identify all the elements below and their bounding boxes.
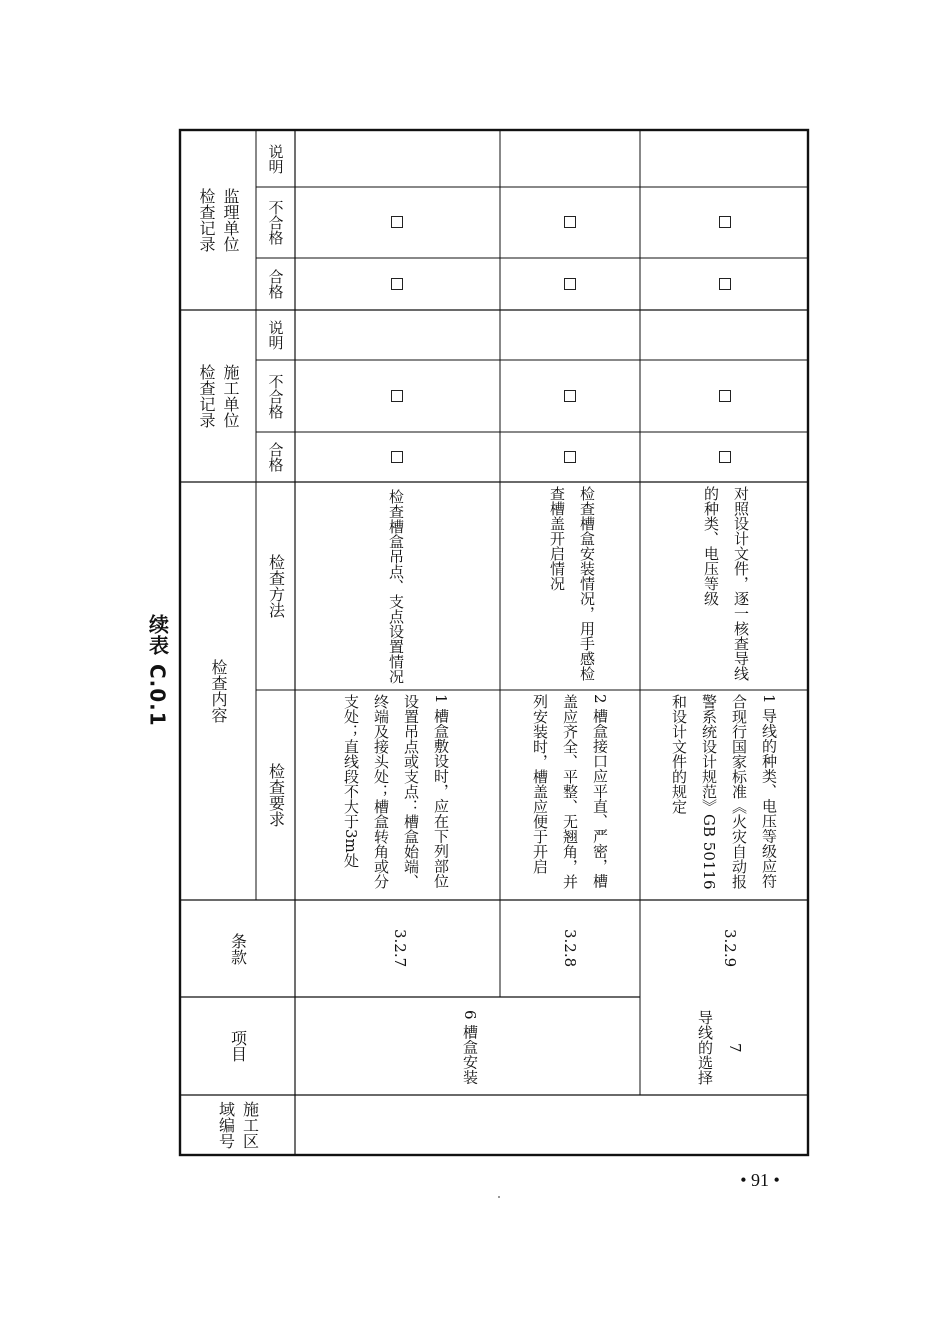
method-329: 对照设计文件，逐一核查导线的种类、电压等级 bbox=[702, 486, 750, 681]
group-label: 6 槽盒安装 bbox=[461, 1010, 479, 1085]
checkbox-r2-supervision-fail[interactable] bbox=[564, 216, 576, 228]
requirement-328: 2 槽盒接口应平直、严密，槽盖应齐全、平整、无翘角，并列安装时，槽盖应便于开启 bbox=[531, 694, 609, 889]
requirement-327: 1 槽盒敷设时，应在下列部位设置吊点或支点：槽盒始端、终端及接头处；槽盒转角或分支处；直线段不大于3m处 bbox=[342, 694, 450, 889]
checkbox-r3-supervision-pass[interactable] bbox=[719, 278, 731, 290]
checkbox-r1-supervision-pass[interactable] bbox=[391, 278, 403, 290]
page-number: • 91 • bbox=[740, 1170, 780, 1190]
header-method: 检查方法 bbox=[266, 554, 286, 618]
table-title: 续表 C.0.1 bbox=[145, 613, 170, 727]
requirement-329: 1 导线的种类、电压等级应符合现行国家标准《火灾自动报警系统设计规范》GB 50116 和设计文件的规定 bbox=[670, 694, 778, 890]
header-fail-construction: 不合格 bbox=[266, 373, 285, 419]
header-requirement: 检查要求 bbox=[266, 763, 286, 827]
header-pass-supervision: 合格 bbox=[266, 269, 285, 299]
header-note-supervision: 说明 bbox=[266, 143, 285, 174]
header-supervision: 监理单位 检查记录 bbox=[197, 188, 240, 252]
header-fail-supervision: 不合格 bbox=[266, 200, 285, 245]
scan-dot bbox=[498, 1196, 500, 1198]
checkbox-r2-construction-fail[interactable] bbox=[564, 390, 576, 402]
header-item: 项目 bbox=[228, 1030, 248, 1062]
header-note-construction: 说明 bbox=[266, 320, 285, 350]
item-7: 7 导线的选择 bbox=[696, 1010, 744, 1085]
clause-329: 3.2.9 bbox=[721, 929, 739, 968]
clause-328: 3.2.8 bbox=[561, 929, 579, 968]
method-327: 检查槽盒吊点、支点设置情况 bbox=[387, 488, 405, 684]
checkbox-r2-construction-pass[interactable] bbox=[564, 451, 576, 463]
checkbox-r3-construction-pass[interactable] bbox=[719, 451, 731, 463]
checkbox-r3-construction-fail[interactable] bbox=[719, 390, 731, 402]
checkbox-r1-construction-pass[interactable] bbox=[391, 451, 403, 463]
header-area: 施工区域编号 bbox=[216, 1101, 260, 1149]
clause-327: 3.2.7 bbox=[391, 929, 409, 968]
method-328: 检查槽盒安装情况，用手感检查槽盖开启情况 bbox=[548, 486, 596, 681]
checkbox-r3-supervision-fail[interactable] bbox=[719, 216, 731, 228]
header-clause: 条款 bbox=[228, 932, 248, 965]
header-construction: 施工单位 检查记录 bbox=[197, 364, 240, 428]
header-pass-construction: 合格 bbox=[266, 442, 285, 472]
checkbox-r1-construction-fail[interactable] bbox=[391, 390, 403, 402]
header-content: 检查内容 bbox=[209, 659, 228, 723]
checkbox-r2-supervision-pass[interactable] bbox=[564, 278, 576, 290]
checkbox-r1-supervision-fail[interactable] bbox=[391, 216, 403, 228]
